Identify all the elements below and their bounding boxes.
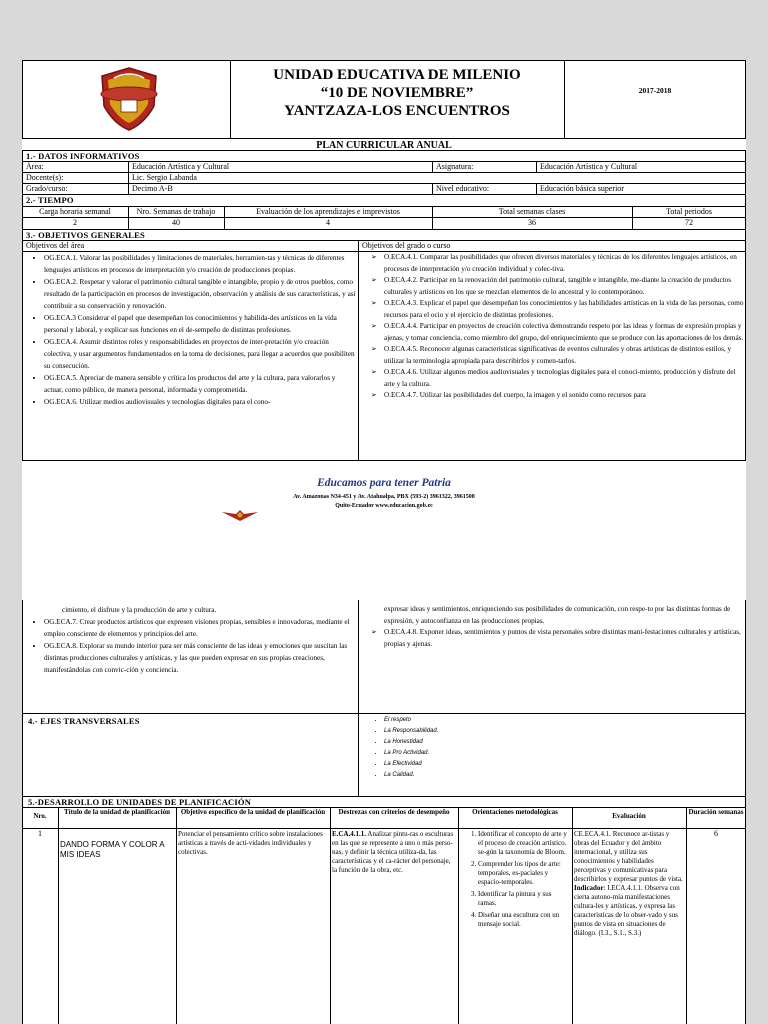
objetivo-grado-item: ➢ O.ECA.4.5. Reconocer algunas características significativas de eventos culturales y obras artísticas de distintos estilos, y utilizar la terminología apropiada para describirlos y comen-tarlos. bbox=[384, 344, 744, 367]
carga-horaria-header: Carga horaria semanal bbox=[39, 207, 111, 216]
school-subtitle: “10 DE NOVIEMBRE” bbox=[320, 85, 474, 101]
total-semanas-value: 36 bbox=[528, 218, 536, 227]
orientacion-item: 2. Comprender los tipos de arte: temporales, es-paciales y espacio-temporales. bbox=[478, 860, 570, 887]
school-name: UNIDAD EDUCATIVA DE MILENIO bbox=[273, 67, 521, 83]
footer-emblem-icon bbox=[222, 508, 258, 522]
section-objetivos-generales: 3.- OBJETIVOS GENERALES bbox=[26, 230, 145, 240]
eje-transversal-item: • El respeto bbox=[384, 715, 740, 726]
area-cont-text: cimiento, el disfrute y la producción de arte y cultura. bbox=[62, 606, 217, 614]
page-1 bbox=[22, 60, 746, 600]
docente-label: Docente(s): bbox=[26, 173, 64, 182]
objetivos-grado-continued bbox=[360, 604, 744, 650]
carga-horaria-value: 2 bbox=[73, 218, 77, 227]
orientacion-item: 3. Identificar la pintura y sus ramas. bbox=[478, 890, 570, 908]
evaluacion-imprevistos-header: Evaluación de los aprendizajes e imprevistos bbox=[256, 207, 400, 216]
eval-indicador-text: : I.ECA.4.1.1. Observa con cierta autono-mía manifestaciones cultura-les y artísticas, y expresa las características de lo obser-vado y sus puntos de vista en situaciones de diálogo. (I.3., S.1., S.3.) bbox=[574, 884, 680, 937]
total-periodos-header: Total periodos bbox=[666, 207, 712, 216]
objetivo-area-item: • OG.ECA.7. Crear productos artísticos que expresen visiones propias, sensibles e innovadoras, mediante el empleo consciente de elementos y principios del arte. bbox=[44, 616, 356, 640]
plan-title: PLAN CURRICULAR ANUAL bbox=[316, 140, 452, 151]
total-semanas-header: Total semanas clases bbox=[498, 207, 566, 216]
semanas-trabajo-value: 40 bbox=[172, 218, 180, 227]
semanas-trabajo-header: Nro. Semanas de trabajo bbox=[136, 207, 216, 216]
col-evaluacion-header: Evaluación bbox=[612, 812, 646, 820]
nivel-label: Nivel educativo: bbox=[436, 184, 490, 193]
col-nro-header: Nro. bbox=[33, 812, 47, 820]
school-crest-logo bbox=[94, 66, 164, 132]
row-orientaciones bbox=[460, 830, 570, 932]
objetivo-area-item: • OG.ECA.2. Respetar y valorar el patrimonio cultural tangible e intangible, propio y de otros pueblos, como resultado de la participación en procesos de investigación, observación y análisis de sus características, y así contribuir a su conservación y renovación. bbox=[44, 276, 356, 312]
col-duracion-header: Duración semanas bbox=[688, 808, 744, 816]
eval-indicador-label: Indicador bbox=[574, 884, 604, 892]
destreza-code: E.CA.4.1.1. bbox=[332, 830, 367, 838]
footer-address: Av. Amazonas N34-451 y Av. Atahualpa, PBX (593-2) 3961322, 3961508 bbox=[293, 494, 475, 500]
objetivo-area-item: • OG.ECA.8. Explorar su mundo interior para ser más consciente de las ideas y emociones que suscitan las distintas producciones culturales y artísticas, y las que pueden expresar en sus propias creaciones, manifestándolas con convic-ción y conciencia. bbox=[44, 640, 356, 676]
eje-transversal-item: • La Responsabilidad. bbox=[384, 726, 740, 737]
area-label: Área: bbox=[26, 162, 44, 171]
objetivo-grado-item: ➢ O.ECA.4.4. Participar en proyectos de creación colectiva demostrando respeto por las ideas y formas de expresión propias y ajenas, y tomar conciencia, como miembro del grupo, del enriquecimiento que se produce con las aportaciones de los demás. bbox=[384, 321, 744, 344]
objetivos-area-continued bbox=[22, 604, 356, 676]
objetivo-grado-item: ➢ O.ECA.4.7. Utilizar las posibilidades del cuerpo, la imagen y el sonido como recursos para bbox=[384, 390, 744, 402]
col-titulo-header: Título de la unidad de planificación bbox=[64, 808, 170, 816]
nivel-value: Educación básica superior bbox=[540, 184, 624, 193]
school-year: 2017-2018 bbox=[638, 86, 672, 95]
row-titulo: DANDO FORMA Y COLOR A MIS IDEAS bbox=[60, 840, 165, 859]
eje-transversal-item: • La Efectividad bbox=[384, 759, 740, 770]
asignatura-label: Asignatura: bbox=[436, 162, 474, 171]
objetivos-area-header: Objetivos del área bbox=[26, 241, 85, 250]
docente-value: Lic. Sergio Labanda bbox=[132, 173, 197, 182]
grado-label: Grado/curso: bbox=[26, 184, 68, 193]
objetivo-grado-item: ➢ O.ECA.4.2. Participar en la renovación del patrimonio cultural, tangible e intangible, me-diante la creación de productos culturales y artísticos en los que se mezclan elementos de lo ancestral y lo contemporáneo. bbox=[384, 275, 744, 298]
section-datos-informativos: 1.- DATOS INFORMATIVOS bbox=[26, 151, 140, 161]
section-desarrollo-unidades: 5.-DESARROLLO DE UNIDADES DE PLANIFICACIÓN bbox=[28, 797, 252, 807]
objetivo-area-item: • OG.ECA.3 Considerar el papel que desempeñan los conocimientos y habilida-des artísticos en la vida personal y laboral, y explicar sus funciones en el de-sempeño de distintas profesiones. bbox=[44, 312, 356, 336]
eval-criterio: CE.ECA.4.1. Reconoce ar-tistas y obras del Ecuador y del ámbito internacional, y utiliza sus conocimientos y habilidades perceptivas y comunicativas para describirlos y expresar puntos de vista. bbox=[574, 830, 683, 883]
total-periodos-value: 72 bbox=[685, 218, 693, 227]
destreza-text: Analizar pintu-ras o esculturas en las que se represente a uno o más perso-nas, y definir la técnica utiliza-da, las características y el ca-rácter del personaje, la función de la obra, etc. bbox=[332, 830, 454, 874]
row-nro: 1 bbox=[38, 829, 42, 838]
footer-slogan: Educamos para tener Patria bbox=[317, 477, 451, 489]
objetivos-grado-header: Objetivos del grado o curso bbox=[362, 241, 451, 250]
footer-city: Quito-Ecuador www.educacion.gob.ec bbox=[335, 503, 433, 509]
objetivo-area-item: • OG.ECA.4. Asumir distintos roles y responsabilidades en proyectos de inter-pretación y/o creación colectiva, y usar argumentos fundamentados en la toma de decisiones, para llegar a acuerdos que posibiliten su consecución. bbox=[44, 336, 356, 372]
objetivos-grado-list bbox=[360, 252, 744, 460]
section-ejes-transversales: 4.- EJES TRANSVERSALES bbox=[28, 716, 140, 726]
eje-transversal-item: • La Honestidad bbox=[384, 737, 740, 748]
eje-transversal-item: • La Pro Actividad. bbox=[384, 748, 740, 759]
grado-cont-text: expresar ideas y sentimientos, enriqueciendo sus posibilidades de comunicación, con respe-to por las distintas formas de expresión, y autoconfianza en las producciones propias. bbox=[384, 605, 731, 625]
objetivo-area-item: • OG.ECA.6. Utilizar medios audiovisuales y tecnologías digitales para el cono- bbox=[44, 396, 356, 408]
col-objetivo-header: Objetivo específico de la unidad de planificación bbox=[180, 808, 326, 816]
area-value: Educación Artística y Cultural bbox=[132, 162, 230, 171]
col-orientaciones-header: Orientaciones metodológicas bbox=[472, 808, 558, 816]
eje-transversal-item: • La Calidad. bbox=[384, 770, 740, 781]
school-location: YANTZAZA-LOS ENCUENTROS bbox=[284, 103, 510, 119]
objetivo-grado-item: ➢ O.ECA.4.8. Exponer ideas, sentimientos y puntos de vista personales sobre distintas mani-festaciones culturales y artísticas, propias y ajenas. bbox=[384, 627, 744, 650]
orientacion-item: 4. Diseñar una escultura con un mensaje social. bbox=[478, 911, 570, 929]
row-duracion: 6 bbox=[714, 829, 718, 838]
objetivo-grado-item: ➢ O.ECA.4.1. Comparar las posibilidades que ofrecen diversos materiales y técnicas de los diferentes lenguajes artísticos, en procesos de interpretación y/o creación individual y colec-tiva. bbox=[384, 252, 744, 275]
row-destreza bbox=[332, 830, 456, 875]
col-destrezas-header: Destrezas con criterios de desempeño bbox=[338, 808, 450, 816]
ejes-list bbox=[360, 715, 740, 781]
row-objetivo: Potenciar el pensamiento crítico sobre instalaciones artísticas a través de acti-vidades individuales y colectivas. bbox=[178, 830, 323, 856]
objetivo-grado-item: ➢ O.ECA.4.3. Explicar el papel que desempeñan los conocimientos y las habilidades artísticas en la vida de las personas, como recursos para el ocio y el ejercicio de distintas profesiones. bbox=[384, 298, 744, 321]
evaluacion-imprevistos-value: 4 bbox=[326, 218, 330, 227]
asignatura-value: Educación Artística y Cultural bbox=[540, 162, 638, 171]
row-evaluacion bbox=[574, 830, 684, 938]
page-2 bbox=[22, 600, 746, 1024]
section-tiempo: 2.- TIEMPO bbox=[26, 195, 74, 205]
objetivo-area-item: • OG.ECA.1. Valorar las posibilidades y limitaciones de materiales, herramien-tas y técnicas de diferentes lenguajes artísticos en procesos de interpretación y/o creación de producciones propias. bbox=[44, 252, 356, 276]
orientacion-item: 1. Identificar el concepto de arte y el proceso de creación artístico. se-gún la taxonomía de Bloom. bbox=[478, 830, 570, 857]
objetivo-area-item: • OG.ECA.5. Apreciar de manera sensible y crítica los productos del arte y la cultura, para valorarlos y actuar, como público, de manera personal, informada y comprometida. bbox=[44, 372, 356, 396]
objetivo-grado-item: ➢ O.ECA.4.6. Utilizar algunos medios audiovisuales y tecnologías digitales para el conoci-miento, producción y disfrute del arte y la cultura. bbox=[384, 367, 744, 390]
objetivos-area-list bbox=[22, 252, 356, 460]
grado-value: Decimo A-B bbox=[132, 184, 173, 193]
